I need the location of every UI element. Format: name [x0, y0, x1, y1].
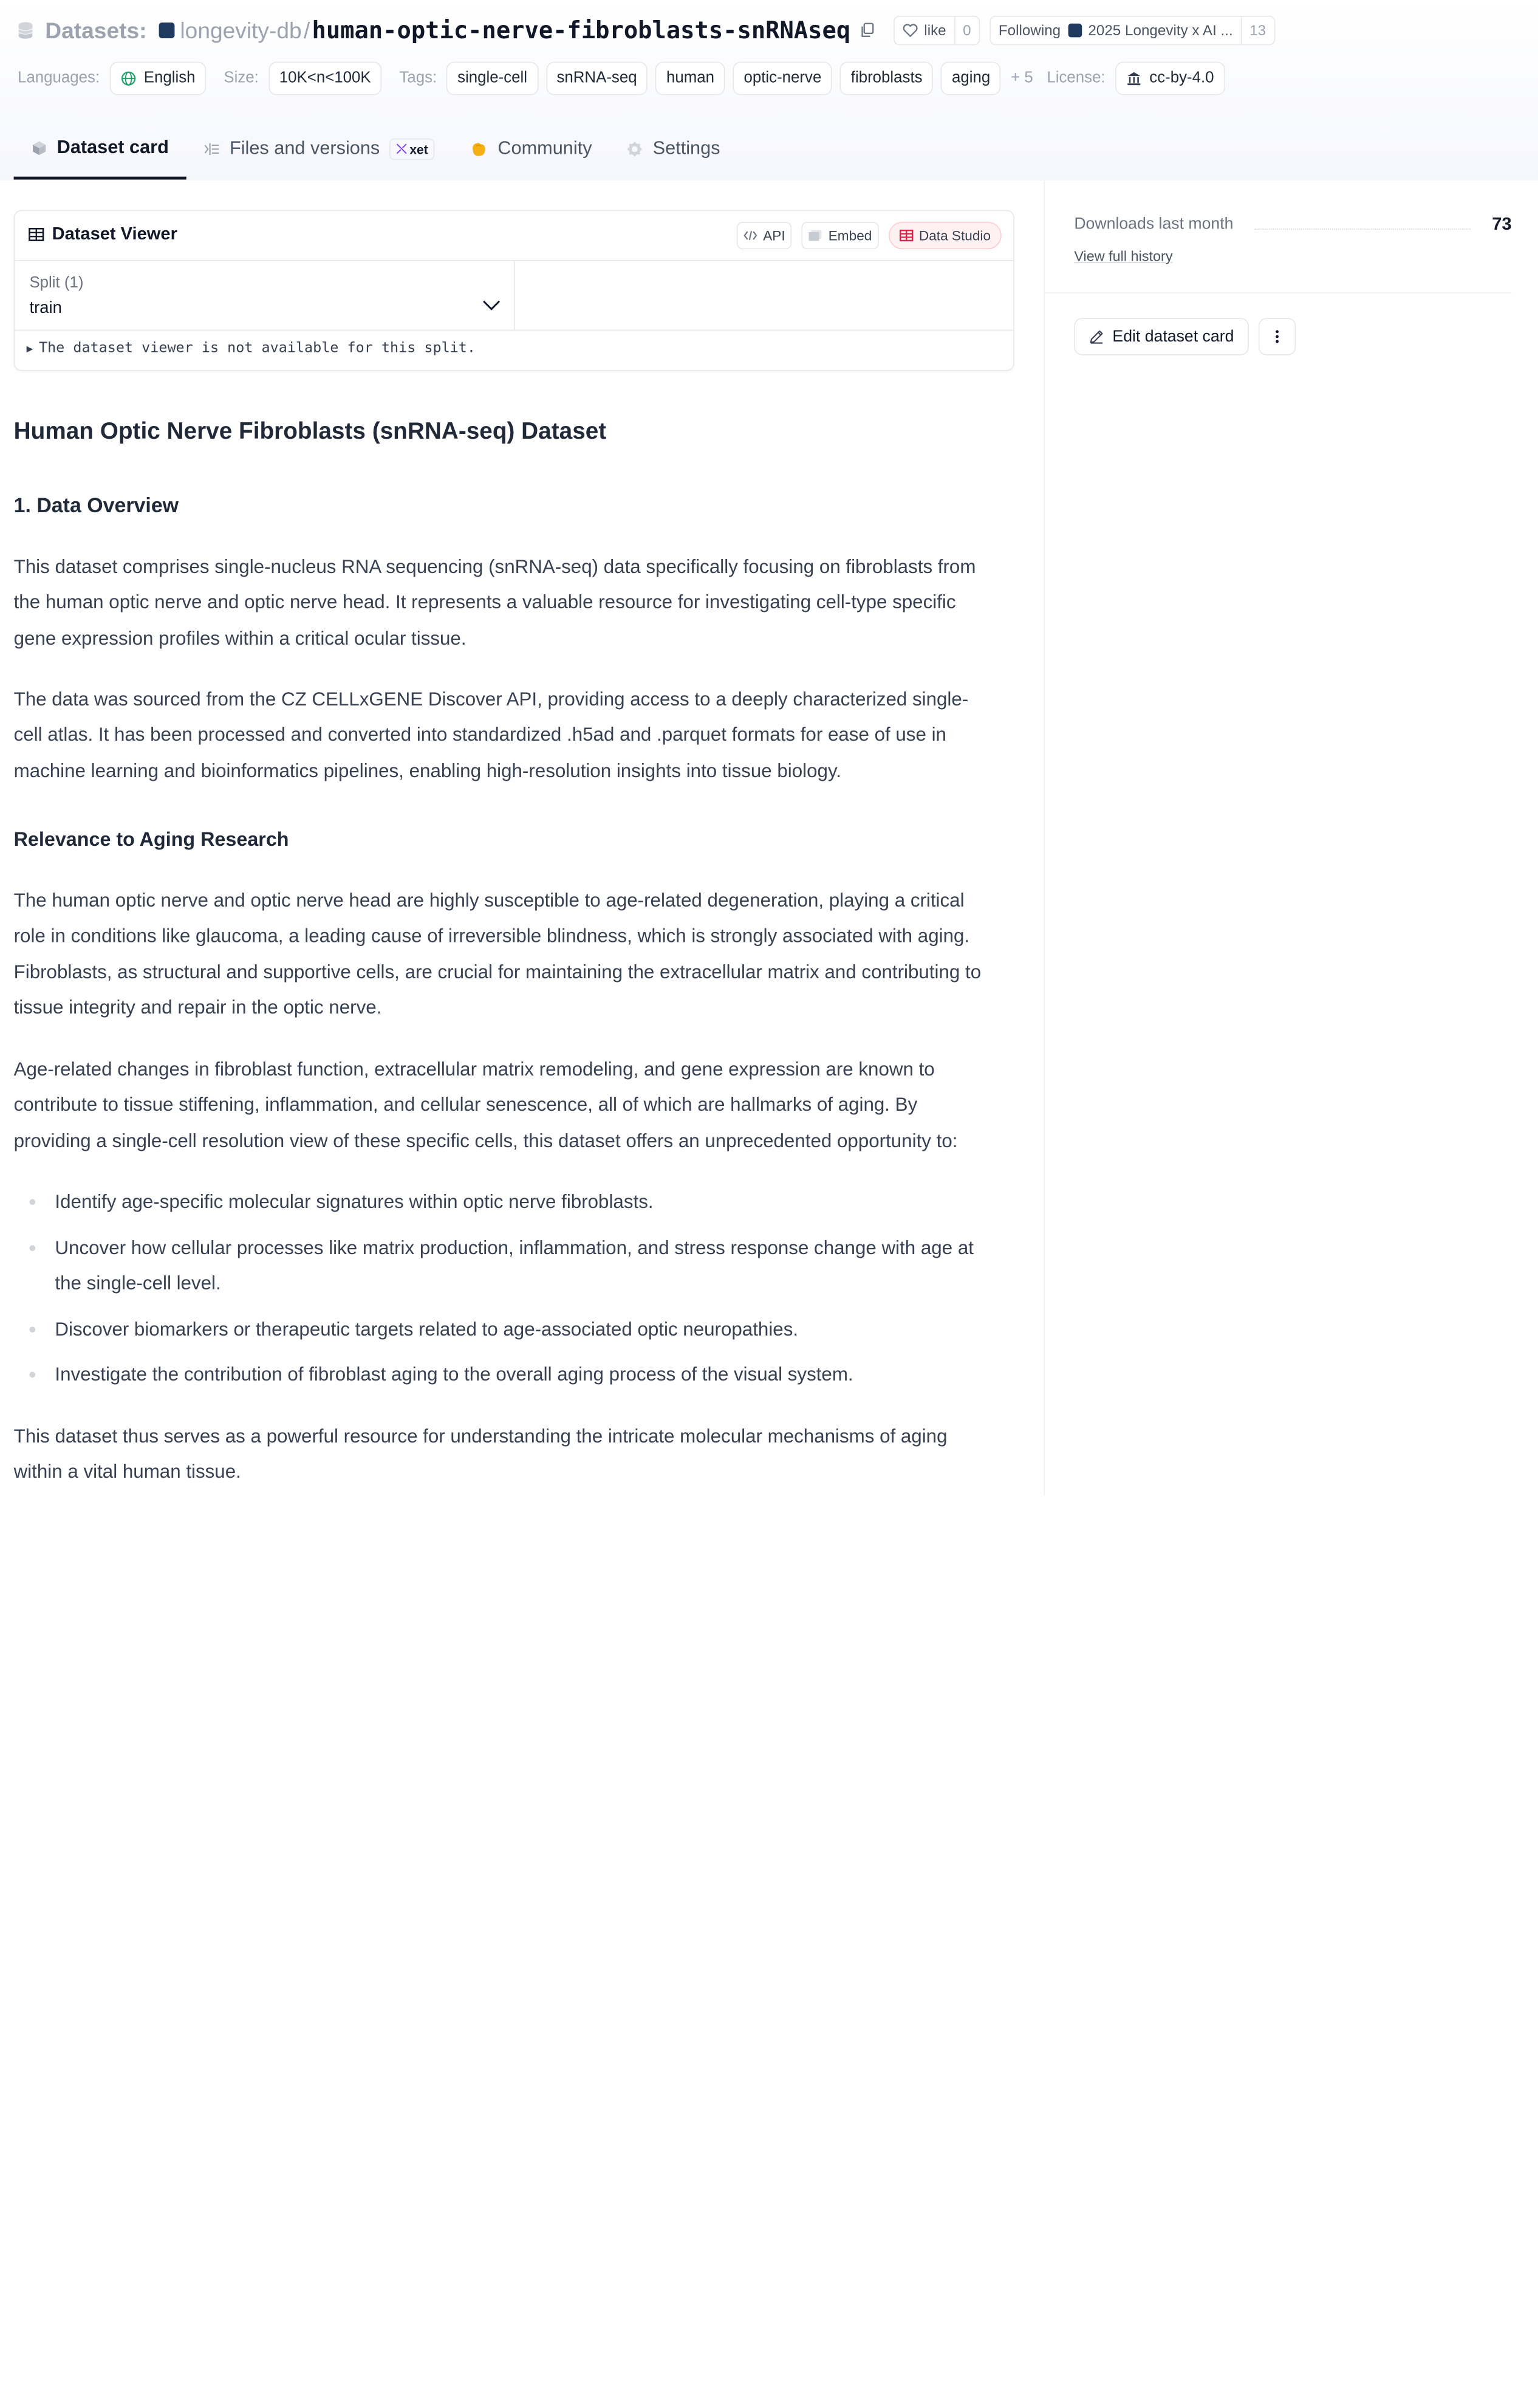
aging-paragraph-2: Age-related changes in fibroblast function, extracellular matrix remodeling, and gene expression are known to contribute to tissue stiffening, inflammation, and cellular senescence, all of which are hallmarks of aging. By providing a single-cell resolution view of these specific cells, this dataset offers an unprecedented opportunity to: — [13, 1058, 958, 1152]
aging-paragraph-1: The human optic nerve and optic nerve head are highly susceptible to age-related degeneration, playing a critical role in conditions like glaucoma, a leading cause of irreversible blindness, which is strongly associated with aging. Fibroblasts, as structural and supportive cells, are crucial for maintaining the extracellular matrix and contributing to tissue integrity and repair in the optic nerve. — [13, 890, 982, 1019]
sidebar-divider — [1045, 292, 1512, 293]
gear-icon — [627, 142, 643, 157]
xet-badge — [389, 139, 435, 160]
heart-icon — [903, 24, 918, 38]
xet-label: xet — [409, 142, 428, 157]
edit-dataset-card-label: Edit dataset card — [1112, 327, 1234, 345]
repo-name[interactable]: human-optic-nerve-fibroblasts-snRNAseq — [312, 16, 851, 44]
tag-optic-nerve[interactable]: optic-nerve — [733, 62, 832, 95]
view-full-history-link[interactable]: View full history — [1074, 249, 1173, 266]
split-value: train — [29, 298, 62, 317]
downloads-count: 73 — [1492, 214, 1512, 234]
edit-dataset-card-button[interactable] — [1074, 318, 1248, 355]
tab-community[interactable] — [453, 120, 610, 179]
tab-files-label: Files and versions — [229, 138, 380, 159]
closing-paragraph: This dataset thus serves as a powerful resource for understanding the intricate molecular mechanisms of aging within a vital human tissue. — [13, 1425, 948, 1483]
viewer-unavailable-toggle[interactable] — [27, 340, 476, 356]
collection-following-button[interactable] — [989, 16, 1274, 45]
language-tag[interactable] — [109, 62, 206, 95]
size-tag[interactable]: 10K<n<100K — [268, 62, 381, 95]
org-link[interactable]: longevity-db — [180, 17, 302, 43]
viewer-actions — [726, 222, 1001, 249]
data-studio-button-label: Data Studio — [918, 227, 991, 244]
viewer-empty-area — [515, 261, 1013, 331]
overview-paragraph-1: This dataset comprises single-nucleus RNA sequencing (snRNA-seq) data specifically focusing on fibroblasts from the human optic nerve and optic nerve head. It represents a valuable resource for investigating cell-type specific gene expression profiles within a critical ocular tissue. — [13, 556, 976, 650]
repo-title-row — [18, 14, 1285, 47]
org-avatar — [159, 22, 174, 38]
dataset-viewer — [14, 210, 1014, 371]
cube-icon — [32, 140, 47, 156]
embed-button-label: Embed — [828, 227, 872, 244]
path-separator: / — [303, 17, 310, 43]
chevron-down-icon — [483, 300, 501, 311]
size-label: Size: — [224, 69, 259, 87]
collection-name: 2025 Longevity x AI ... — [1088, 22, 1233, 39]
like-button[interactable] — [894, 16, 980, 45]
dataset-meta-row — [18, 62, 1232, 95]
license-tag-label: cc-by-4.0 — [1149, 69, 1214, 87]
dataset-viewer-title-text: Dataset Viewer — [52, 224, 177, 244]
code-icon — [743, 231, 757, 241]
downloads-label: Downloads last month — [1074, 214, 1234, 233]
following-label: Following — [998, 22, 1061, 39]
api-button-label: API — [763, 227, 785, 244]
tags-label: Tags: — [399, 69, 437, 87]
tag-human[interactable]: human — [655, 62, 725, 95]
api-button[interactable] — [737, 222, 792, 249]
tab-files-and-versions[interactable] — [186, 120, 453, 179]
list-item-text: Identify age-specific molecular signatures within optic nerve fibroblasts. — [55, 1191, 654, 1213]
globe-icon — [120, 70, 136, 86]
copy-icon[interactable] — [860, 22, 874, 38]
bullet — [29, 1326, 35, 1333]
bullet — [29, 1372, 35, 1378]
embed-button[interactable] — [802, 222, 879, 249]
data-studio-button[interactable] — [889, 222, 1002, 249]
table-icon — [29, 227, 44, 241]
tab-dataset-card-label: Dataset card — [56, 137, 169, 158]
bank-icon — [1126, 70, 1142, 86]
license-tag[interactable] — [1115, 62, 1225, 95]
split-select[interactable] — [15, 261, 515, 331]
tag-aging[interactable]: aging — [941, 62, 1001, 95]
more-tags-button[interactable]: + 5 — [1011, 69, 1033, 87]
xet-icon: ⤬ — [396, 141, 407, 156]
embed-icon — [808, 230, 822, 241]
language-tag-label: English — [143, 69, 196, 87]
split-label: Split (1) — [29, 275, 84, 292]
tab-settings[interactable] — [610, 120, 738, 179]
tag-snrna-seq[interactable]: snRNA-seq — [546, 62, 648, 95]
dataset-viewer-header — [15, 211, 1013, 261]
sidebar — [1044, 180, 1538, 1495]
tab-settings-label: Settings — [652, 138, 720, 159]
like-label: like — [924, 22, 946, 39]
bullet — [29, 1199, 35, 1205]
dataset-icon — [18, 22, 33, 39]
bullet — [29, 1245, 35, 1251]
card-title: Human Optic Nerve Fibroblasts (snRNA-seq) Dataset — [13, 417, 607, 445]
file-tree-icon — [204, 142, 220, 156]
dataset-viewer-title — [29, 224, 177, 244]
tab-dataset-card[interactable] — [14, 120, 186, 180]
datasets-label[interactable]: Datasets: — [45, 17, 147, 43]
viewer-unavailable-text: The dataset viewer is not available for this split. — [38, 340, 476, 357]
tag-single-cell[interactable]: single-cell — [446, 62, 538, 95]
tag-fibroblasts[interactable]: fibroblasts — [840, 62, 933, 95]
list-item-text: Uncover how cellular processes like matrix production, inflammation, and stress response change with age at the single-cell level. — [55, 1237, 974, 1295]
pencil-icon — [1089, 329, 1105, 345]
tab-community-label: Community — [497, 138, 592, 159]
list-item-text: Investigate the contribution of fibroblast aging to the overall aging process of the visual system. — [55, 1364, 853, 1386]
more-options-button[interactable] — [1259, 318, 1296, 355]
grid-icon — [900, 230, 914, 241]
list-item-text: Discover biomarkers or therapeutic targets related to age-associated optic neuropathies. — [55, 1319, 799, 1340]
collection-count: 13 — [1241, 16, 1274, 44]
overview-paragraph-2: The data was sourced from the CZ CELLxGENE Discover API, providing access to a deeply characterized single-cell atlas. It has been processed and converted into standardized .h5ad and .parquet formats for ease of use in machine learning and bioinformatics pipelines, enabling high-resolution insights into tissue biology. — [13, 688, 969, 782]
collection-icon — [1068, 24, 1082, 38]
community-icon — [470, 140, 488, 158]
kebab-menu-icon — [1275, 330, 1279, 344]
caret-right-icon: ▶ — [26, 341, 33, 355]
languages-label: Languages: — [18, 69, 100, 87]
downloads-leader — [1254, 228, 1470, 230]
license-label: License: — [1047, 69, 1106, 87]
like-count: 0 — [954, 16, 979, 44]
repo-tabs — [14, 120, 738, 180]
aging-relevance-heading: Relevance to Aging Research — [13, 829, 289, 851]
data-overview-heading: 1. Data Overview — [13, 494, 179, 518]
